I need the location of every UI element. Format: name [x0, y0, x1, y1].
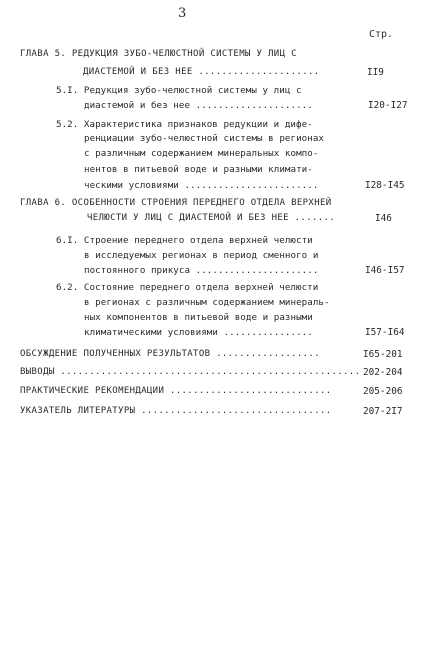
toc-entry-line: постоянного прикуса ...................... [84, 265, 319, 276]
toc-entry-pages: II9 [367, 67, 384, 78]
toc-entry-pages: I46-I57 [365, 265, 405, 276]
toc-entry-line: диастемой и без нее ..................... [84, 100, 313, 111]
toc-entry-line: ПРАКТИЧЕСКИЕ РЕКОМЕНДАЦИИ ............................ [20, 386, 332, 396]
toc-entry-line: ВЫВОДЫ .................................................... [20, 367, 361, 377]
toc-entry-line: с различным содержанием минеральных компо- [84, 148, 319, 159]
toc-entry-line: нентов в питьевой воде и разными климати- [84, 164, 313, 175]
toc-entry-line: ЧЕЛЮСТИ У ЛИЦ С ДИАСТЕМОЙ И БЕЗ НЕЕ ....... [87, 213, 336, 223]
toc-entry-pages: I65-201 [363, 349, 403, 360]
toc-entry-line: ческими условиями ........................ [84, 180, 319, 191]
toc-entry-line: климатическими условиями ................ [84, 327, 313, 338]
toc-entry-line: в регионах с различным содержанием минераль- [84, 297, 330, 308]
toc-entry-pages: I28-I45 [365, 180, 405, 191]
toc-entry-pages: I20-I27 [368, 100, 408, 111]
toc-entry-line: в исследуемых регионах в период сменного и [84, 250, 319, 261]
page-number: 3 [178, 6, 187, 21]
toc-entry-pages: 205-206 [363, 386, 403, 397]
toc-entry-line: 5.2. Характеристика признаков редукции и дифе- [56, 119, 313, 130]
toc-entry-line: 5.I. Редукция зубо-челюстной системы у лиц с [56, 85, 302, 96]
toc-entry-pages: I57-I64 [365, 327, 405, 338]
toc-entry-pages: 207-2I7 [363, 406, 403, 417]
page-column-header: Стр. [369, 29, 394, 40]
toc-entry-line: 6.I. Строение переднего отдела верхней челюсти [56, 235, 313, 246]
toc-entry-line: ДИАСТЕМОЙ И БЕЗ НЕЕ ..................... [83, 67, 320, 77]
toc-entry-line: ных компонентов в питьевой воде и разными [84, 312, 313, 323]
toc-entry-pages: I46 [375, 213, 392, 224]
toc-entry-line: ГЛАВА 6. ОСОБЕННОСТИ СТРОЕНИЯ ПЕРЕДНЕГО ОТДЕЛА ВЕРХНЕЙ [20, 198, 332, 208]
toc-entry-line: УКАЗАТЕЛЬ ЛИТЕРАТУРЫ ................................. [20, 406, 332, 416]
toc-entry-pages: 202-204 [363, 367, 403, 378]
toc-entry-line: ренциации зубо-челюстной системы в регионах [84, 133, 324, 144]
toc-entry-line: ГЛАВА 5. РЕДУКЦИЯ ЗУБО-ЧЕЛЮСТНОЙ СИСТЕМЫ У ЛИЦ С [20, 49, 297, 59]
toc-entry-line: 6.2. Состояние переднего отдела верхней челюсти [56, 282, 319, 293]
toc-entry-line: ОБСУЖДЕНИЕ ПОЛУЧЕННЫХ РЕЗУЛЬТАТОВ .................. [20, 349, 320, 359]
